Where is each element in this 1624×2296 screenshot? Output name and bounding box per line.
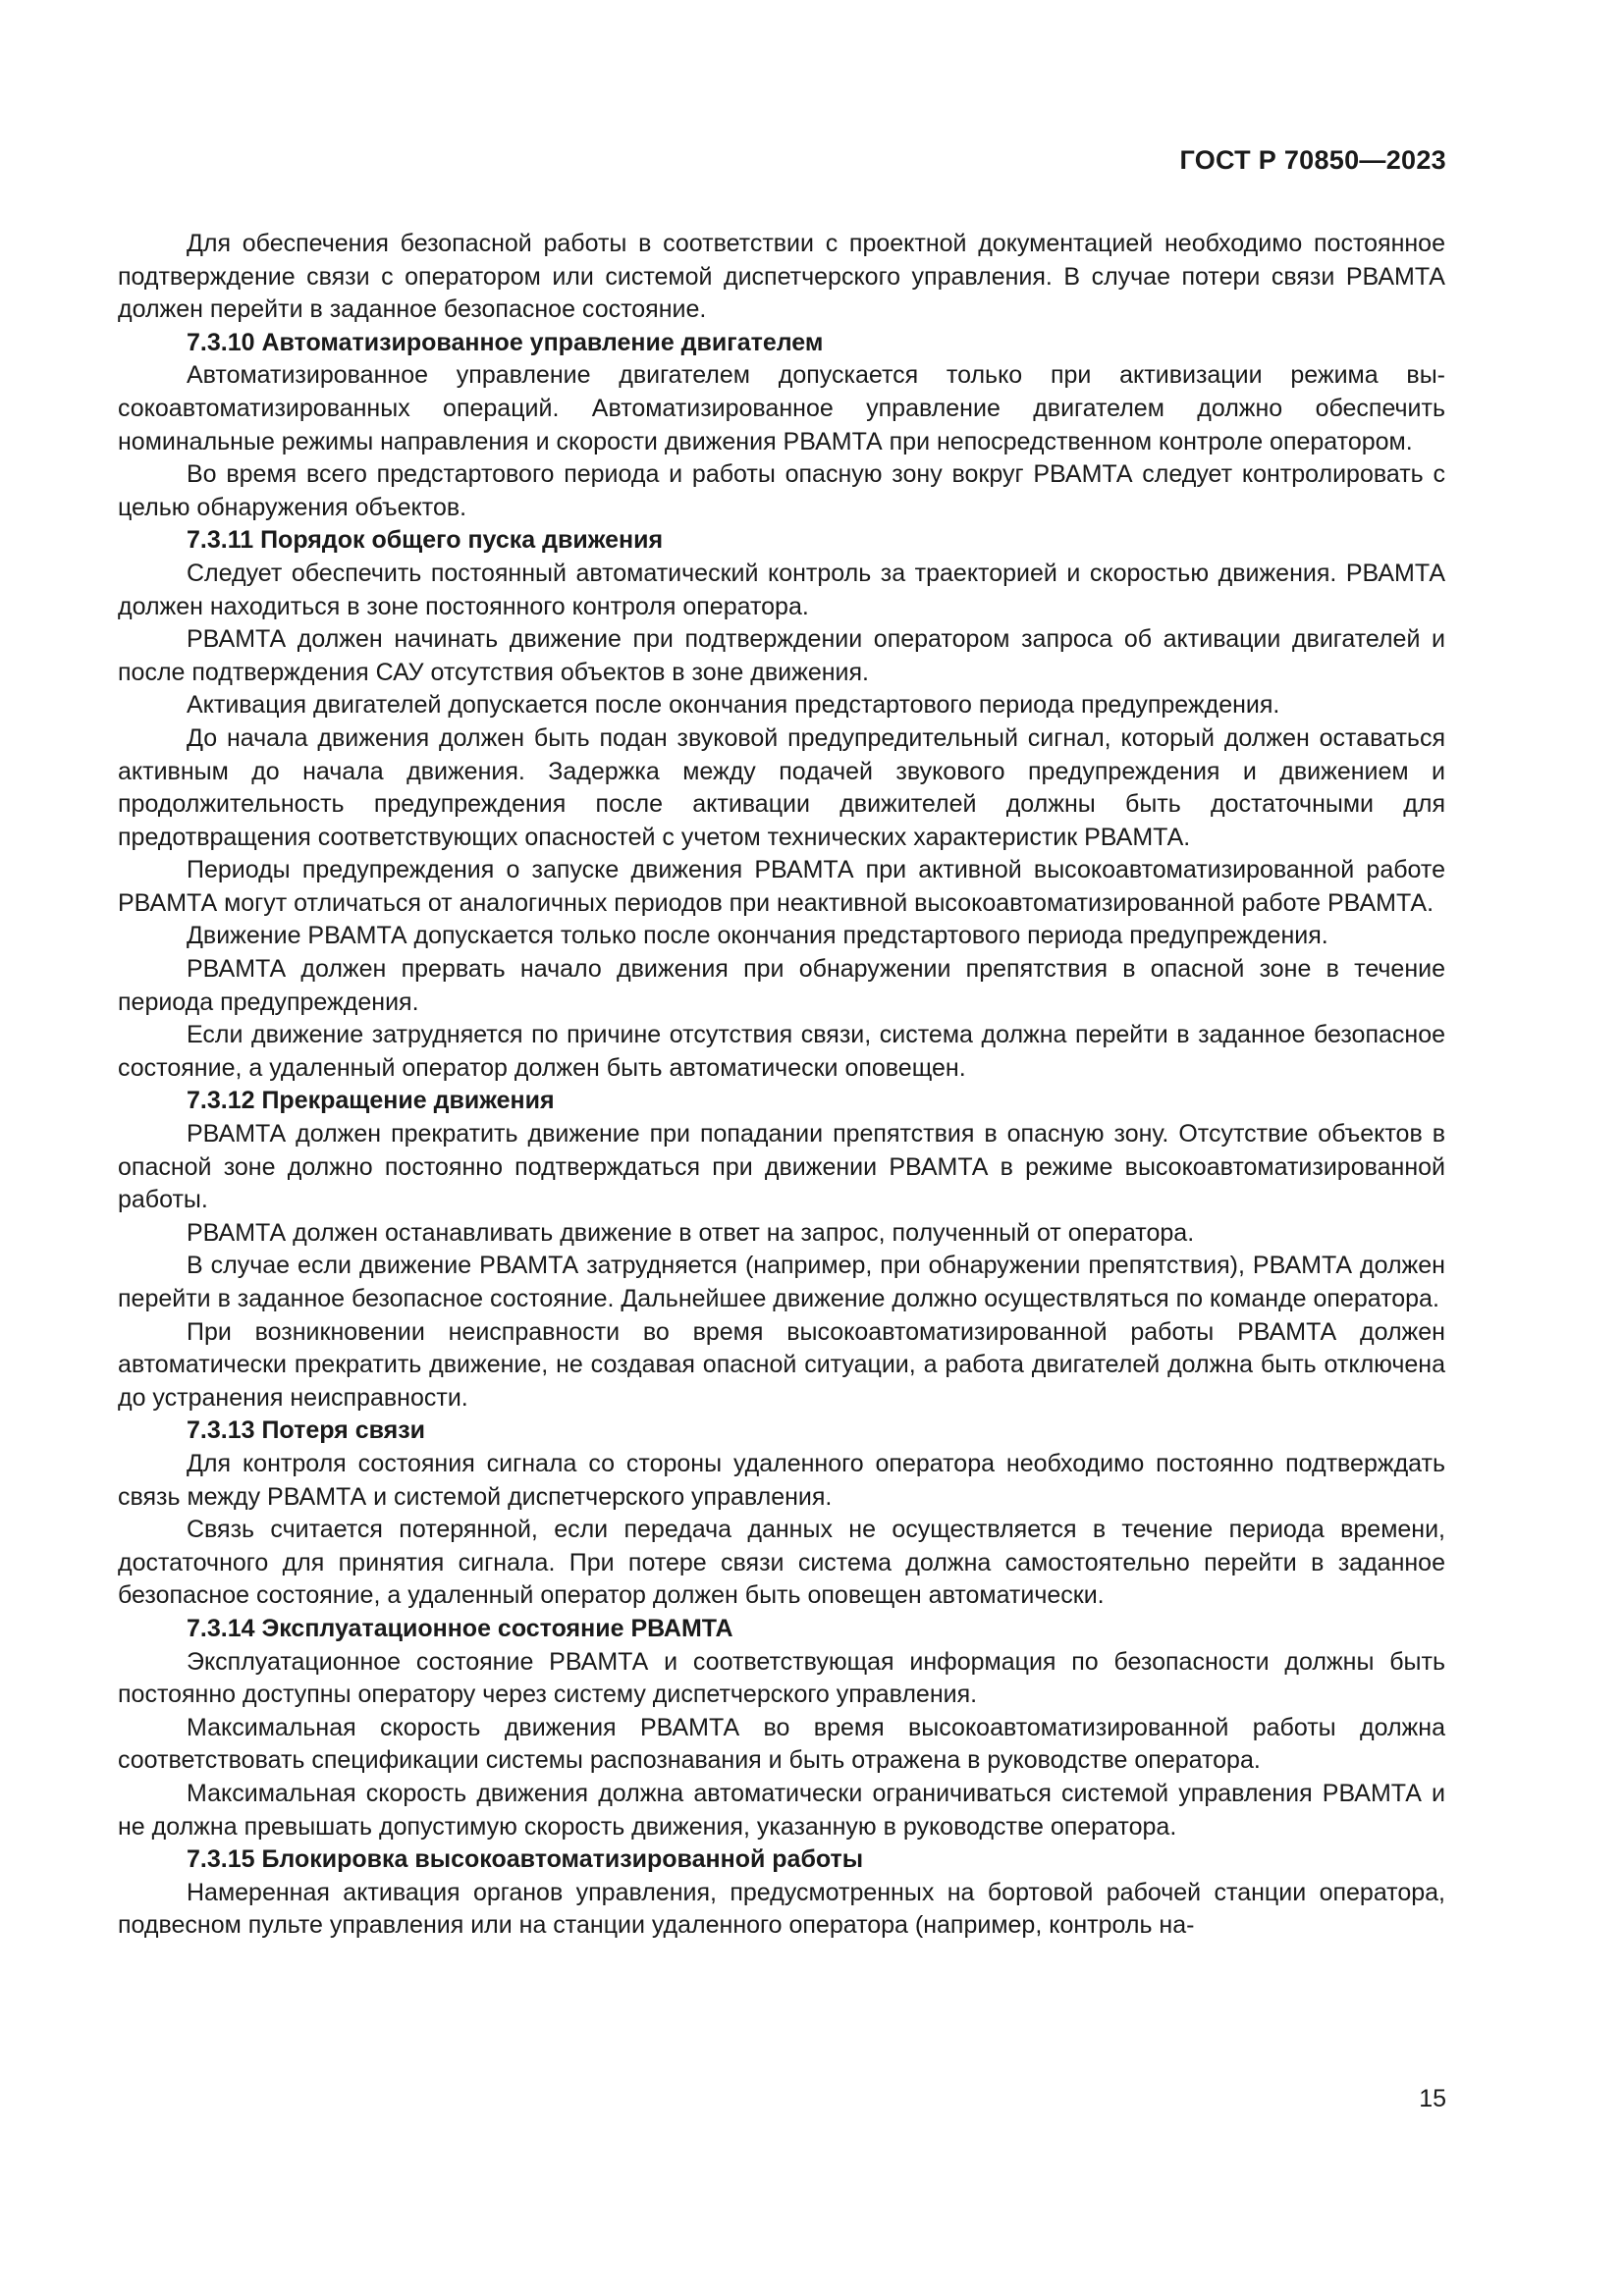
section-heading: 7.3.11 Порядок общего пуска движения <box>187 526 664 555</box>
paragraph: Движение РВАМТА допускается только после окончания предстартового периода предупреждения. <box>187 922 1328 950</box>
standard-code: ГОСТ Р 70850—2023 <box>1179 145 1446 175</box>
page-number: 15 <box>1419 2085 1446 2112</box>
paragraph: Связь считается потерянной, если передача данных не осуществляется в течение периода времени, достаточного для принятия сигнала. При потере связи система должна самостоятельно перейти в заданное безопасное состояние, а удаленный оператор должен быть оповещен автоматически. <box>118 1516 1445 1610</box>
section-heading: 7.3.15 Блокировка высокоавтоматизированной работы <box>187 1845 864 1874</box>
paragraph: Во время всего предстартового периода и работы опасную зону вокруг РВАМТА следует контролировать с целью обнаружения объектов. <box>118 460 1445 521</box>
paragraph: Активация двигателей допускается после окончания предстартового периода предупреждения. <box>187 691 1280 720</box>
paragraph: До начала движения должен быть подан звуковой предупредительный сигнал, который должен оставаться активным до начала движения. Задержка между подачей звукового предупреждения и движением и продолжительность предупреждения после активации движителей должны быть достаточными для предотвращения соответствующих опасностей с учетом технических характеристик РВАМТА. <box>118 723 1445 851</box>
paragraph: Для контроля состояния сигнала со стороны удаленного оператора необходимо постоянно подтверждать связь между РВАМТА и системой диспетчерского управления. <box>118 1449 1445 1511</box>
section-heading: 7.3.13 Потеря связи <box>187 1416 426 1445</box>
paragraph: Следует обеспечить постоянный автоматический контроль за траекторией и скоростью движения. РВАМТА должен находиться в зоне постоянного контроля оператора. <box>118 559 1445 620</box>
paragraph: РВАМТА должен останавливать движение в ответ на запрос, полученный от оператора. <box>187 1218 1195 1247</box>
paragraph: Периоды предупреждения о запуске движения РВАМТА при активной высокоавтоматизированной работе РВАМТА могут отличаться от аналогичных периодов при неактивной высокоавтоматизированной работе РВАМТА. <box>118 856 1445 917</box>
paragraph: Намеренная активация органов управления, предусмотренных на бортовой рабочей станции оператора, подвесном пульте управления или на станции удаленного оператора (например, контроль на- <box>118 1878 1445 1940</box>
section-heading: 7.3.10 Автоматизированное управление двигателем <box>187 328 824 356</box>
paragraph: РВАМТА должен начинать движение при подтверждении оператором запроса об активации двигателей и после подтверждения САУ отсутствия объектов в зоне движения. <box>118 625 1445 686</box>
paragraph: Максимальная скорость движения РВАМТА во время высокоавтоматизированной работы должна соответствовать спецификации системы распознавания и быть отражена в руководстве оператора. <box>118 1713 1445 1775</box>
paragraph: Если движение затрудняется по причине отсутствия связи, система должна перейти в заданное безопасное состояние, а удаленный оператор должен быть автоматически оповещен. <box>118 1021 1445 1082</box>
paragraph: Эксплуатационное состояние РВАМТА и соответствующая информация по безопасности должны быть постоянно доступны оператору через систему диспетчерского управления. <box>118 1647 1445 1709</box>
section-heading: 7.3.12 Прекращение движения <box>187 1087 555 1115</box>
document-body <box>118 228 1445 1943</box>
paragraph: Максимальная скорость движения должна автоматически ограничиваться системой управления РВАМТА и не должна превышать допустимую скорость движения, указанную в руководстве оператора. <box>118 1779 1445 1841</box>
paragraph: Автоматизированное управление двигателем допускается только при активизации режима высокоавтоматизированных операций. Автоматизированное управление двигателем должно обеспечить номинальные режимы направления и скорости движения РВАМТА при непосредственном контроле оператором. <box>118 361 1445 455</box>
section-heading: 7.3.14 Эксплуатационное состояние РВАМТА <box>187 1614 733 1642</box>
paragraph: При возникновении неисправности во время высокоавтоматизированной работы РВАМТА должен автоматически прекратить движение, не создавая опасной ситуации, а работа двигателей должна быть отключена до устранения неисправности. <box>118 1317 1445 1412</box>
paragraph: Для обеспечения безопасной работы в соответствии с проектной документацией необходимо постоянное подтверждение связи с оператором или системой диспетчерского управления. В случае потери связи РВАМТА должен перейти в заданное безопасное состояние. <box>118 230 1445 324</box>
paragraph: РВАМТА должен прекратить движение при попадании препятствия в опасную зону. Отсутствие объектов в опасной зоне должно постоянно подтверждаться при движении РВАМТА в режиме высокоавтоматизированной работы. <box>118 1120 1445 1214</box>
paragraph: В случае если движение РВАМТА затрудняется (например, при обнаружении препятствия), РВАМТА должен перейти в заданное безопасное состояние. Дальнейшее движение должно осуществляться по команде оператора. <box>118 1252 1445 1312</box>
paragraph: РВАМТА должен прервать начало движения при обнаружении препятствия в опасной зоне в течение периода предупреждения. <box>118 955 1445 1016</box>
